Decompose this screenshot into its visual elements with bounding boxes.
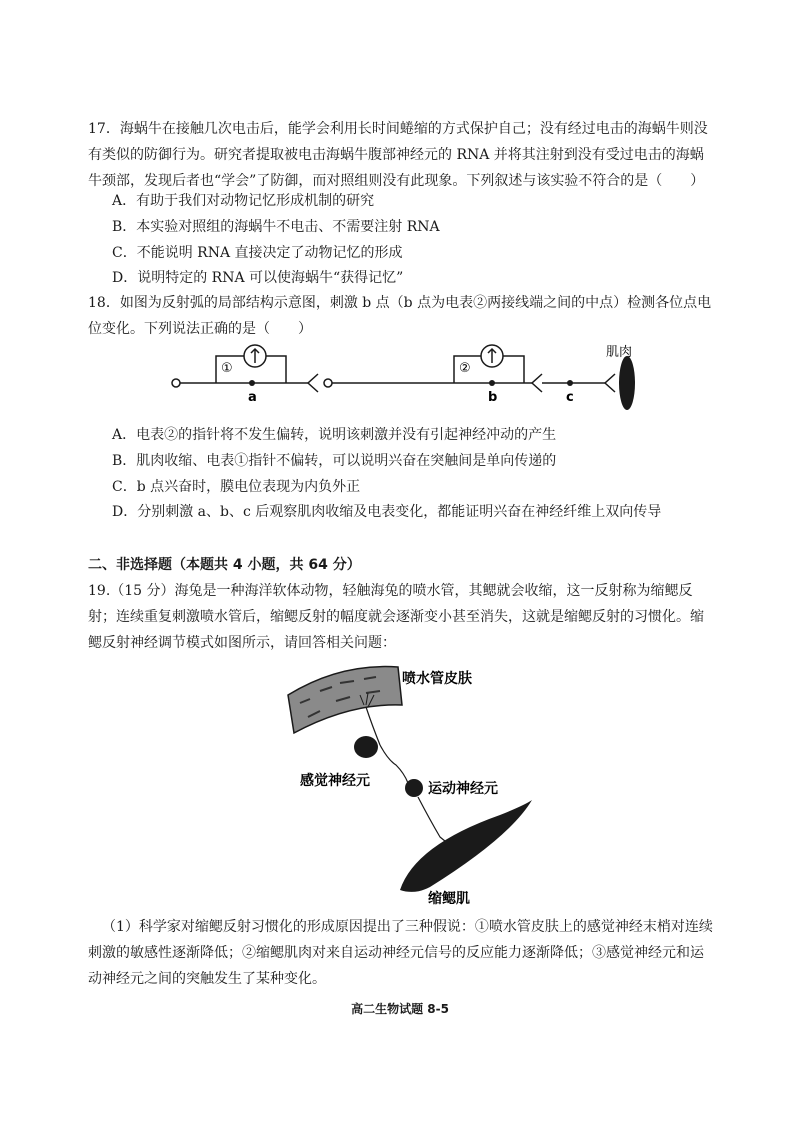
- point-b-label: b: [488, 390, 498, 405]
- q18-option-c: C．b 点兴奋时，膜电位表现为内负外正: [112, 479, 361, 495]
- sensory-neuron-label: 感觉神经元: [300, 773, 370, 789]
- muscle-shape: [619, 356, 635, 410]
- point-c-label: c: [566, 390, 574, 405]
- q17-option-a: A．有助于我们对动物记忆形成机制的研究: [112, 193, 375, 209]
- gill-muscle-label: 缩鳃肌: [428, 891, 470, 905]
- meter2-label: ②: [459, 361, 471, 376]
- fiber-end-left: [172, 379, 180, 387]
- sensory-neuron-soma: [354, 736, 378, 758]
- skin-band: [288, 667, 402, 733]
- gill-reflex-figure: [280, 655, 540, 905]
- q18-option-b: B．肌肉收缩、电表①指针不偏转，可以说明兴奋在突触间是单向传递的: [112, 453, 557, 469]
- synapse-1: [308, 374, 318, 392]
- q18-stem: 18．如图为反射弧的局部结构示意图，刺激 b 点（b 点为电表②两接线端之间的中点）检测各位点电位变化。下列说法正确的是（ ）: [88, 295, 712, 337]
- section-title: 二、非选择题（本题共 4 小题，共 64 分）: [88, 557, 361, 573]
- gill-muscle-shape: [400, 800, 532, 892]
- q17-option-d: D．说明特定的 RNA 可以使海蜗牛“获得记忆”: [112, 270, 404, 286]
- q18-option-a: A．电表②的指针将不发生偏转，说明该刺激并没有引起神经冲动的产生: [112, 427, 557, 443]
- neuromuscular-junction: [605, 374, 615, 392]
- synapse-2: [532, 374, 542, 392]
- q18-option-d: D．分别刺激 a、b、c 后观察肌肉收缩及电表变化，都能证明兴奋在神经纤维上双向传导: [112, 504, 662, 520]
- q19-stem: 19.（15 分）海兔是一种海洋软体动物，轻触海兔的喷水管，其鳃就会收缩，这一反射称为缩鳃反射；连续重复刺激喷水管后，缩鳃反射的幅度就会逐渐变小甚至消失，这就是缩鳃反射的习惯化。缩鳃反射神经调节模式如图所示，请回答相关问题：: [88, 583, 704, 651]
- muscle-label: 肌肉: [606, 345, 633, 360]
- q17-option-b: B．本实验对照组的海蜗牛不电击、不需要注射 RNA: [112, 219, 440, 235]
- skin-label: 喷水管皮肤: [402, 671, 472, 687]
- point-a-dot: [249, 380, 255, 386]
- q19-subquestion-1: （1）科学家对缩鳃反射习惯化的形成原因提出了三种假说：①喷水管皮肤上的感觉神经末梢对连续刺激的敏感性逐渐降低；②缩鳃肌肉对来自运动神经元信号的反应能力逐渐降低；③感觉神经元和运动神经元之间的突触发生了某种变化。: [88, 919, 713, 987]
- motor-neuron-soma: [405, 779, 423, 797]
- point-a-label: a: [248, 390, 257, 405]
- point-b-dot: [489, 380, 495, 386]
- motor-neuron-label: 运动神经元: [428, 781, 498, 797]
- q17-option-c: C．不能说明 RNA 直接决定了动物记忆的形成: [112, 245, 403, 261]
- q17-stem: 17．海蜗牛在接触几次电击后，能学会利用长时间蜷缩的方式保护自己；没有经过电击的海蜗牛则没有类似的防御行为。研究者提取被电击海蜗牛腹部神经元的 RNA 并将其注射到没有受过电击的海蜗牛颈部，发现后者也“学会”了防御，而对照组则没有此现象。下列叙述与该实验不符合的是（ ）: [88, 121, 708, 189]
- reflex-arc-figure: [160, 336, 660, 416]
- meter1-label: ①: [221, 361, 233, 376]
- page-footer: 高二生物试题 8-5: [351, 1002, 449, 1016]
- point-c-dot: [567, 380, 573, 386]
